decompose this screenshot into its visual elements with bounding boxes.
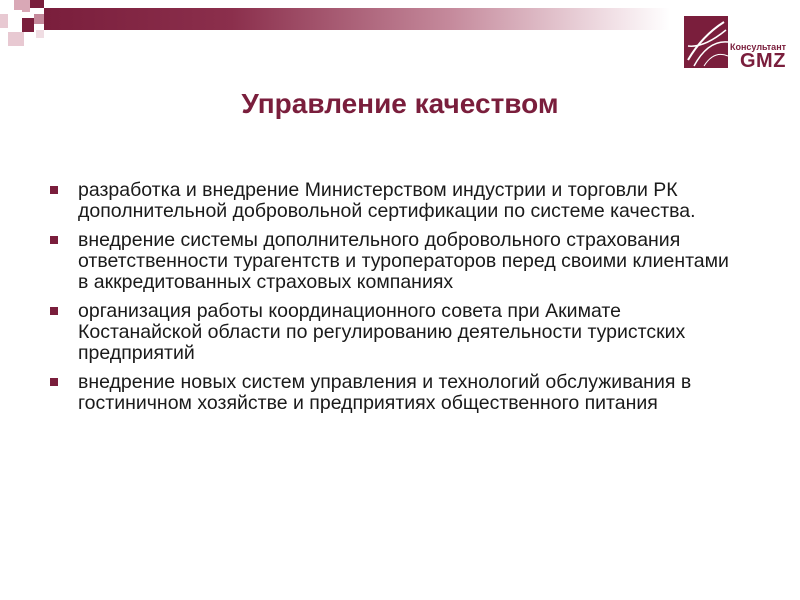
bullet-text: организация работы координационного совета при Акимате Костанайской области по регулированию деятельности туристских предприятий (78, 300, 686, 364)
bullet-text: разработка и внедрение Министерством индустрии и торговли РК дополнительной добровольной сертификации по системе качества. (78, 179, 696, 222)
square-bullet-icon (50, 236, 58, 244)
header-gradient-bar (44, 8, 670, 30)
square-bullet-icon (50, 186, 58, 194)
decor-square (34, 14, 44, 24)
square-bullet-icon (50, 307, 58, 315)
decor-square (30, 0, 44, 8)
bullet-text: внедрение системы дополнительного добровольного страхования ответственности турагентств и туроператоров перед своими клиентами в аккредитованных страховых компаниях (78, 229, 729, 293)
decor-square (0, 14, 8, 28)
decor-square (36, 30, 44, 38)
bullet-list (48, 180, 738, 422)
list-item (48, 230, 738, 293)
list-item (48, 372, 738, 414)
decor-square (8, 32, 24, 46)
list-item (48, 301, 738, 364)
decor-square (6, 10, 22, 28)
bullet-text: внедрение новых систем управления и технологий обслуживания в гостиничном хозяйстве и предприятиях общественного питания (78, 371, 692, 414)
slide-title: Управление качеством (241, 88, 559, 119)
list-item (48, 180, 738, 222)
logo-caption: Консультант (730, 42, 787, 52)
square-bullet-icon (50, 378, 58, 386)
decor-square (22, 18, 34, 32)
logo-wordmark: GMZ (740, 50, 786, 72)
